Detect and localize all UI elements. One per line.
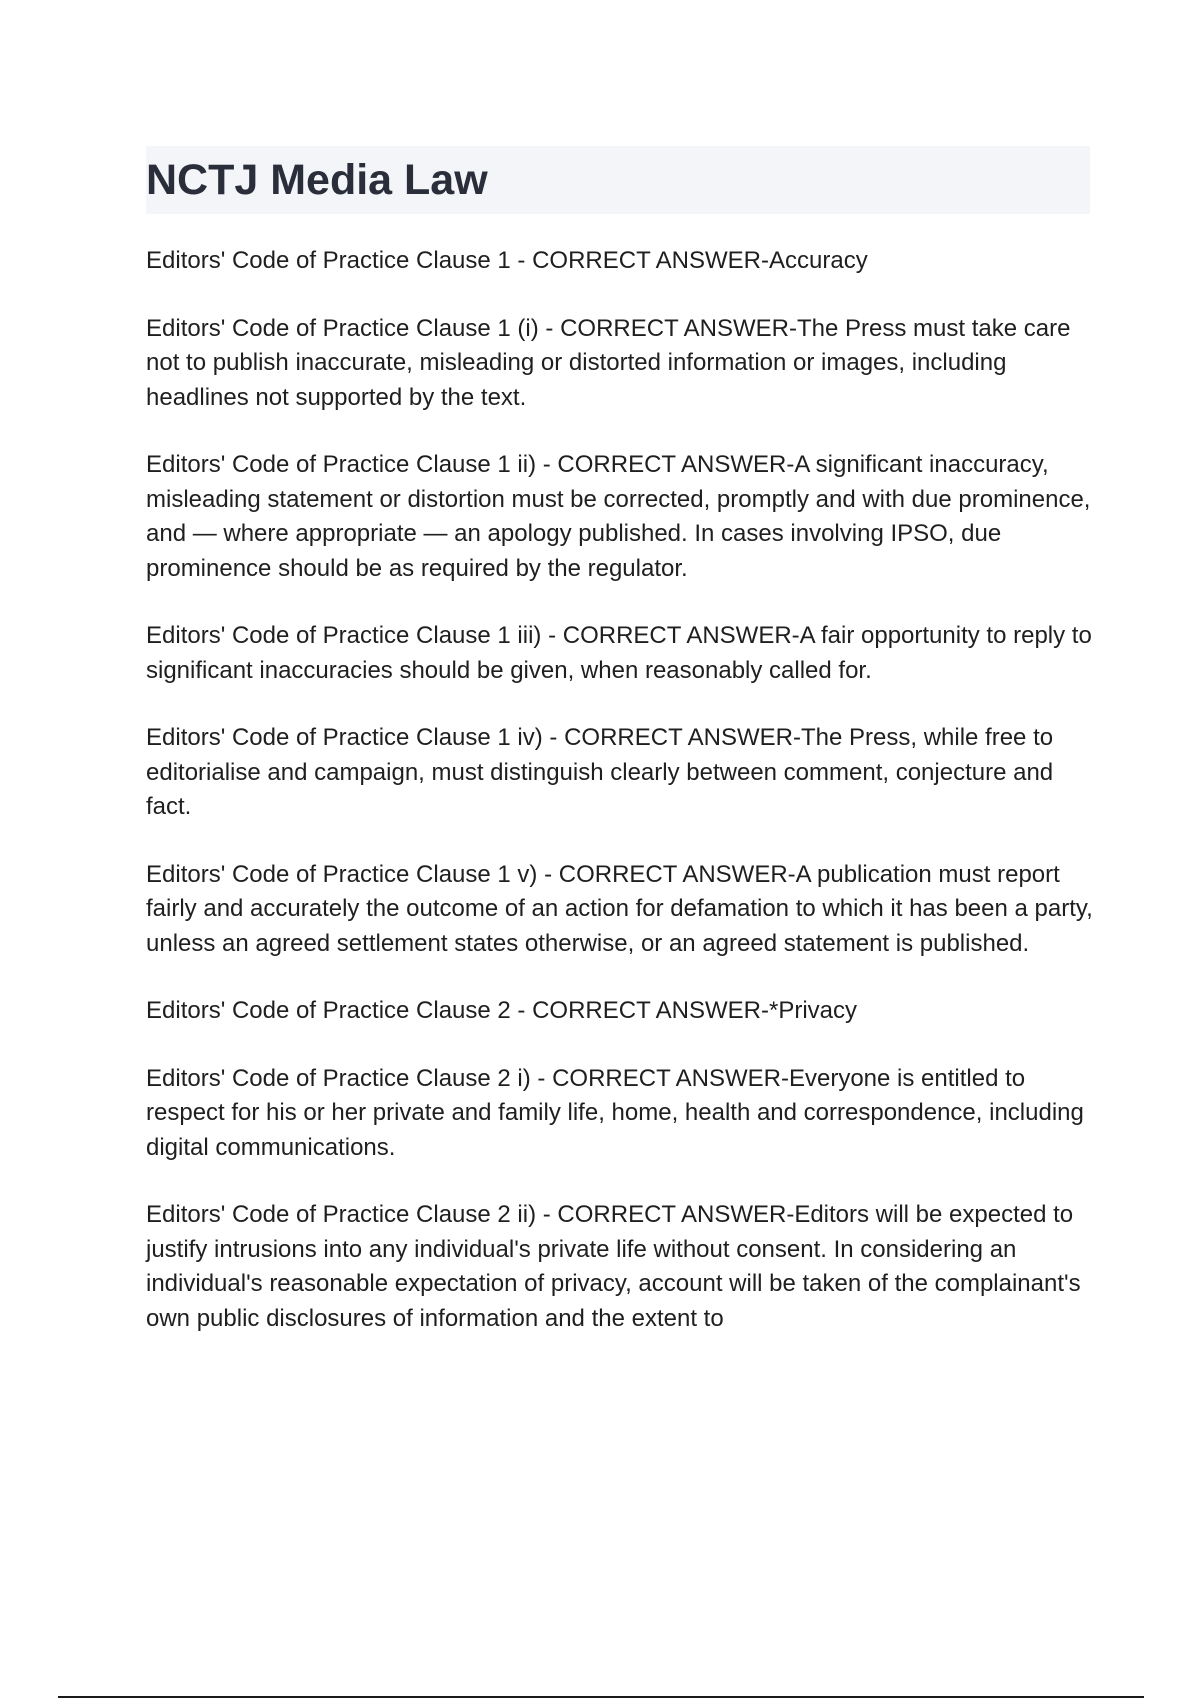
qa-list [146, 244, 1096, 1369]
page-title: NCTJ Media Law [146, 156, 488, 204]
qa-entry-8: Editors' Code of Practice Clause 2 i) - CORRECT ANSWER-Everyone is entitled to respect for his or her private and family life, home, health and correspondence, including digital communications. [146, 1064, 1084, 1161]
qa-entry-1: Editors' Code of Practice Clause 1 - CORRECT ANSWER-Accuracy [146, 247, 868, 274]
qa-entry-5: Editors' Code of Practice Clause 1 iv) - CORRECT ANSWER-The Press, while free to editorialise and campaign, must distinguish clearly between comment, conjecture and fact. [146, 724, 1054, 820]
qa-entry-7: Editors' Code of Practice Clause 2 - CORRECT ANSWER-*Privacy [146, 997, 858, 1024]
footer-divider [58, 1696, 1144, 1698]
qa-entry-2: Editors' Code of Practice Clause 1 (i) - CORRECT ANSWER-The Press must take care not to publish inaccurate, misleading or distorted information or images, including headlines not supported by the text. [146, 314, 1071, 411]
qa-entry-6: Editors' Code of Practice Clause 1 v) - CORRECT ANSWER-A publication must report fairly and accurately the outcome of an action for defamation to which it has been a party, unless an agreed settlement states otherwise, or an agreed statement is published. [146, 860, 1093, 957]
qa-entry-4: Editors' Code of Practice Clause 1 iii) - CORRECT ANSWER-A fair opportunity to reply to significant inaccuracies should be given, when reasonably called for. [146, 622, 1092, 684]
qa-entry-9: Editors' Code of Practice Clause 2 ii) - CORRECT ANSWER-Editors will be expected to justify intrusions into any individual's private life without consent. In considering an individual's reasonable expectation of privacy, account will be taken of the complainant's own public disclosures of information and the extent to [146, 1201, 1081, 1332]
title-banner [146, 146, 1090, 214]
qa-entry-3: Editors' Code of Practice Clause 1 ii) - CORRECT ANSWER-A significant inaccuracy, misleading statement or distortion must be corrected, promptly and with due prominence, and — where appropriate — an apology published. In cases involving IPSO, due prominence should be as required by the regulator. [146, 451, 1091, 582]
